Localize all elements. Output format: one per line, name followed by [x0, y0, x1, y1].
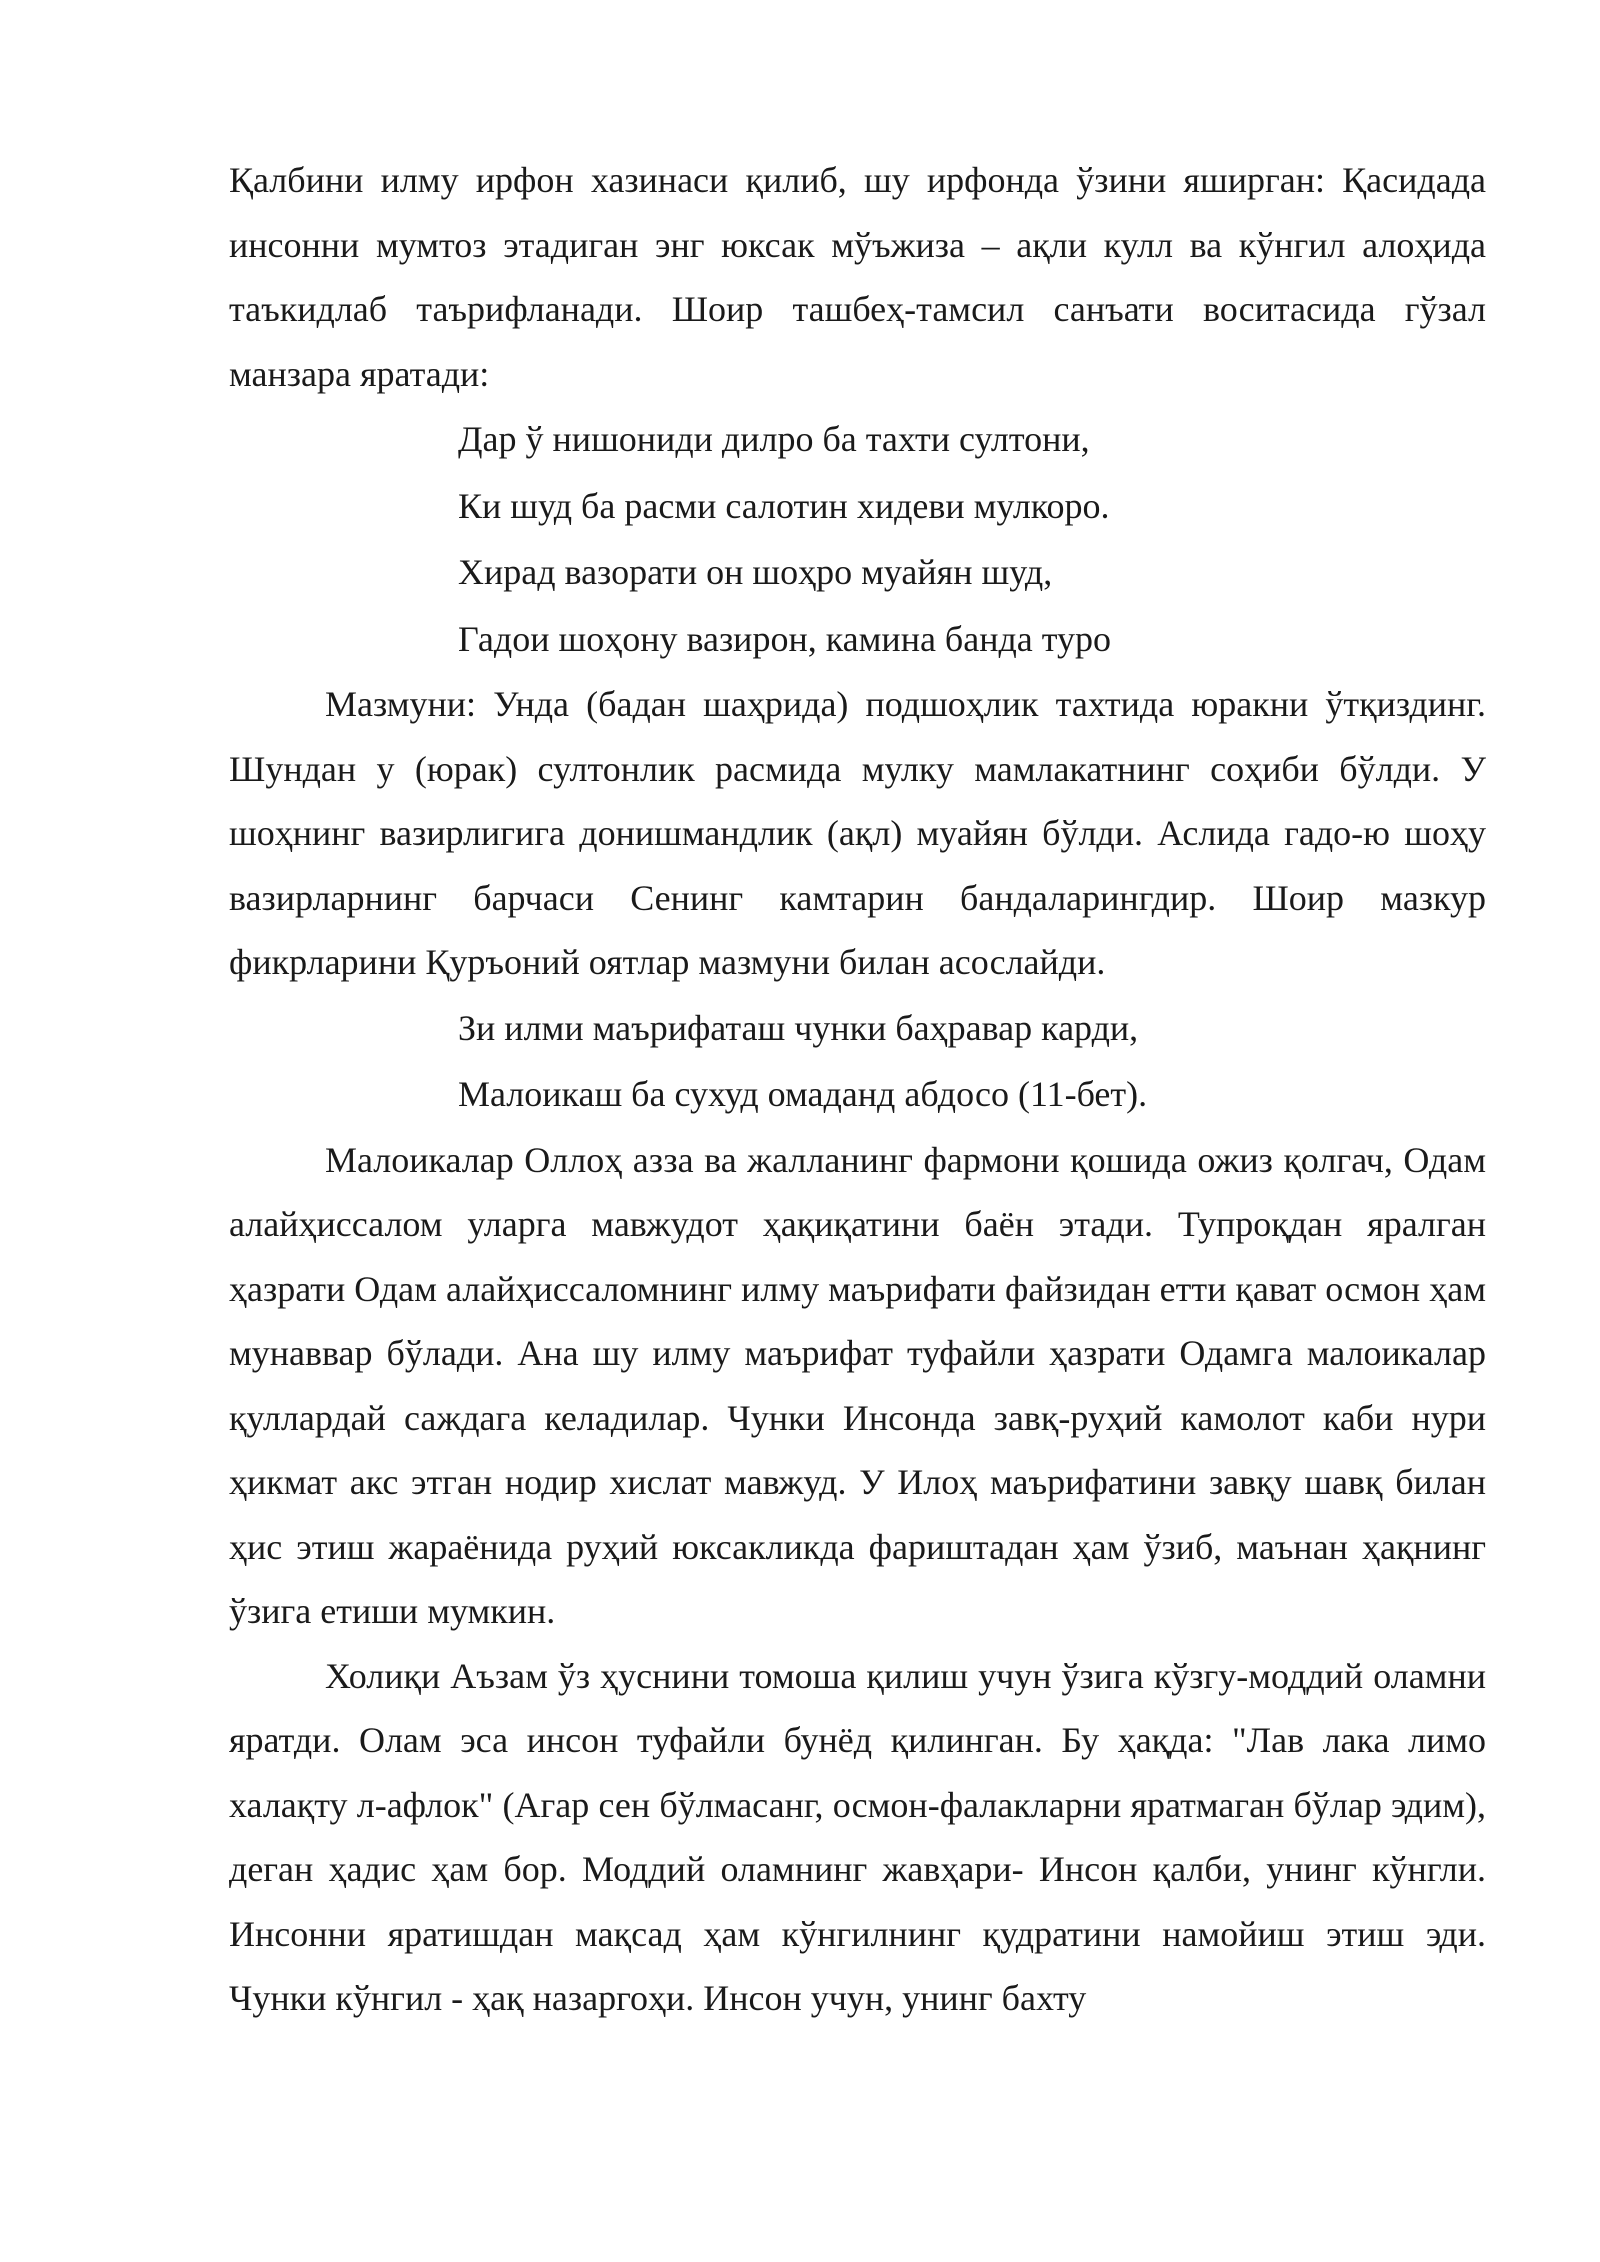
paragraph-angels: Малоикалар Оллоҳ азза ва жалланинг фармони қошида ожиз қолгач, Одам алайҳиссалом уларга мавжудот ҳақиқатини баён этади. Тупроқдан яралган ҳазрати Одам алайҳиссаломнинг илму маърифати файзидан етти қават осмон ҳам мунаввар бўлади. Ана шу илму маърифат туфайли ҳазрати Одамга малоикалар қуллардай саждага келадилар. Чунки Инсонда завқ-руҳий камолот каби нури ҳикмат акс этган нодир хислат мавжуд. У Илоҳ маърифатини завқу шавқ билан ҳис этиш жараёнида руҳий юксакликда фариштадан ҳам ўзиб, маънан ҳақнинг ўзига етиши мумкин. — [229, 1139, 1486, 1631]
verse-line: Дар ў нишониди дилро ба тахти султони, — [458, 419, 1090, 459]
verse-line: Малоикаш ба сухуд омаданд абдосо (11-бет). — [458, 1074, 1148, 1114]
verse-block-2 — [229, 995, 1486, 1128]
paragraph-intro: Қалбини илму ирфон хазинаси қилиб, шу ирфонда ўзини яширган: Қасидада инсонни мумтоз этадиган энг юксак мўъжиза – ақли кулл ва кўнгил алоҳида таъкидлаб таърифланади. Шоир ташбеҳ-тамсил санъати воситасида гўзал манзара яратади: — [229, 160, 1486, 394]
paragraph-creator: Холиқи Аъзам ўз ҳуснини томоша қилиш учун ўзига кўзгу-моддий оламни яратди. Олам эса инсон туфайли бунёд қилинган. Бу ҳақда: "Лав лака лимо халақту л-афлок" (Агар сен бўлмасанг, осмон-фалакларни яратмаган бўлар эдим), деган ҳадис ҳам бор. Моддий оламнинг жавҳари- Инсон қалби, унинг кўнгли. Инсонни яратишдан мақсад ҳам кўнгилнинг қудратини намойиш этиш эди. Чунки кўнгил - ҳақ назаргоҳи. Инсон учун, унинг бахту — [229, 1655, 1486, 2018]
verse-block-1 — [229, 406, 1486, 672]
document-body — [229, 148, 1486, 2031]
verse-line: Хирад вазорати он шоҳро муайян шуд, — [458, 552, 1053, 592]
paragraph-meaning: Мазмуни: Унда (бадан шаҳрида) подшоҳлик тахтида юракни ўтқиздинг. Шундан у (юрак) султонлик расмида мулку мамлакатнинг соҳиби бўлди. У шоҳнинг вазирлигига донишмандлик (ақл) муайян бўлди. Аслида гадо-ю шоҳу вазирларнинг барчаси Сенинг камтарин бандаларингдир. Шоир мазкур фикрларини Қуръоний оятлар мазмуни билан асослайди. — [229, 684, 1486, 982]
verse-line: Гадои шоҳону вазирон, камина банда туро — [458, 618, 1112, 659]
verse-line: Ки шуд ба расми салотин хидеви мулкоро. — [458, 485, 1110, 526]
verse-line: Зи илми маърифаташ чунки баҳравар карди, — [458, 1007, 1139, 1048]
